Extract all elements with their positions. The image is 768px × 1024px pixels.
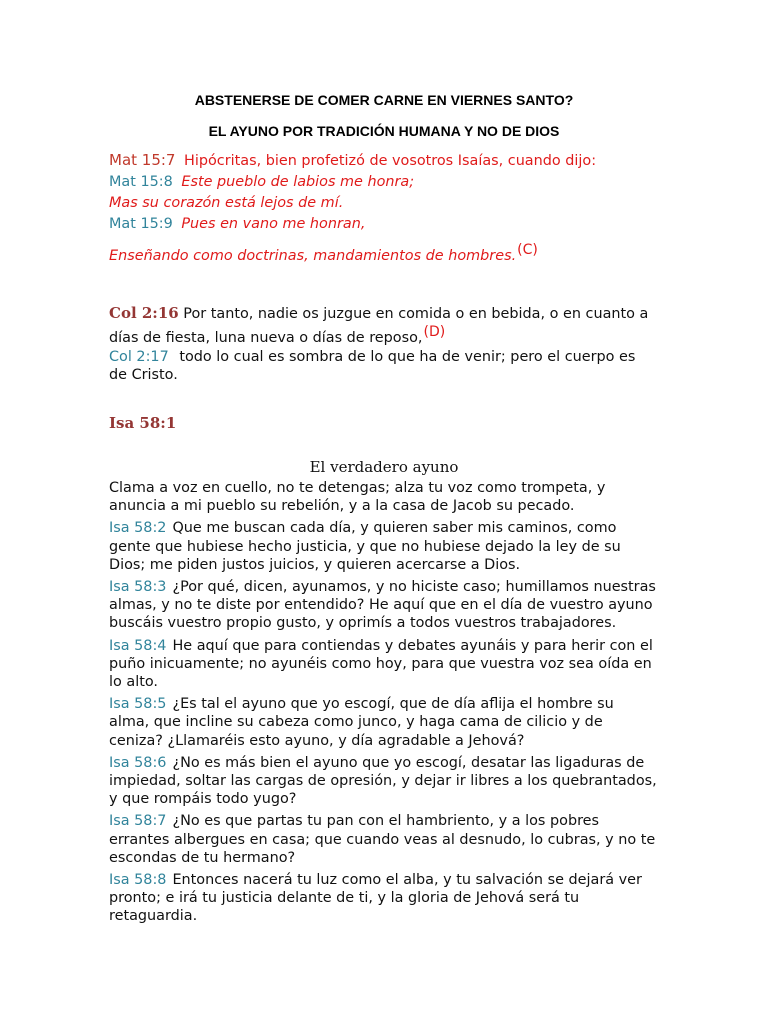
verse-mat-15-8 [109,173,414,191]
verse-text: ¿Por qué, dicen, ayunamos, y no hiciste caso; humillamos nuestras almas, y no te diste por entendido? He aquí que en el día de vuestro ayuno buscáis vuestro propio gusto, y oprimís a todos vuestros trabajadores. [109,579,656,632]
verse-text: Entonces nacerá tu luz como el alba, y tu salvación se dejará ver pronto; e irá tu justicia delante de ti, y la gloria de Jehová será tu retaguardia. [109,872,642,925]
document-title: ABSTENERSE DE COMER CARNE EN VIERNES SANTO? [194,92,574,108]
verse-isa-58-4 [109,637,657,692]
verse-mat-15-9 [109,215,365,233]
verse-text: todo lo cual es sombra de lo que ha de venir; pero el cuerpo es de Cristo. [109,349,636,384]
section-title: El verdadero ayuno [309,458,459,476]
verse-isa-58-3 [109,578,657,633]
verse-line-with-note [109,241,538,265]
verse-ref: Isa 58:3 [109,579,167,596]
verse-ref: Col 2:16 [109,304,179,322]
verse-ref: Mat 15:7 [109,151,176,169]
verse-text: ¿No es más bien el ayuno que yo escogí, desatar las ligaduras de impiedad, soltar las cargas de opresión, y dejar ir libres a los quebrantados, y que rompáis todo yugo? [109,754,657,808]
verse-text: Este pueblo de labios me honra; [181,174,415,190]
verse-text: Clama a voz en cuello, no te detengas; alza tu voz como trompeta, y anuncia a mi pueblo su rebelión, y a la casa de Jacob su pecado. [109,480,606,515]
verse-text: ¿Es tal el ayuno que yo escogí, que de día aflija el hombre su alma, que incline su cabeza como junco, y haga cama de cilicio y de ceniza? ¿Llamaréis esto ayuno, y día agradable a Jehová? [109,696,614,749]
verse-text: ¿No es que partas tu pan con el hambriento, y a los pobres errantes albergues en casa; que cuando veas al desnudo, lo cubras, y no te escondas de tu hermano? [109,813,656,866]
verse-mat-15-7 [109,151,596,170]
verse-line: Mas su corazón está lejos de mí. [109,195,344,211]
verse-text: Hipócritas, bien profetizó de vosotros Isaías, cuando dijo: [184,153,597,169]
verse-text: Que me buscan cada día, y quieren saber mis caminos, como gente que hubiese hecho justicia, y que no hubiese dejado la ley de su Dios; me piden justos juicios, y quieren acercarse a Dios. [109,520,621,573]
verse-ref: Isa 58:6 [109,754,167,771]
verse-isa-58-1 [109,479,657,515]
verse-col-2-16 [109,304,657,347]
verse-isa-58-8 [109,871,657,926]
verse-col-2-17 [109,348,657,384]
verse-isa-58-7 [109,812,657,867]
verse-ref: Mat 15:9 [109,216,173,232]
verse-text: He aquí que para contiendas y debates ayunáis y para herir con el puño inicuamente; no ayunéis como hoy, para que vuestra voz sea oída en lo alto. [109,637,653,691]
verse-ref: Isa 58:4 [109,637,167,654]
verse-text: Pues en vano me honran, [181,216,366,232]
verse-ref: Isa 58:7 [109,813,167,830]
verse-isa-58-6 [109,754,657,809]
verse-isa-58-2 [109,519,657,574]
document-subtitle: EL AYUNO POR TRADICIÓN HUMANA Y NO DE DIOS [208,123,560,139]
verse-isa-58-5 [109,695,657,750]
footnote-marker[interactable]: (C) [517,242,538,258]
verse-ref: Isa 58:8 [109,872,167,889]
section-ref-heading: Isa 58:1 [109,414,177,432]
isaiah-verses [109,479,657,930]
verse-text: Por tanto, nadie os juzgue en comida o en bebida, o en cuanto a días de fiesta, luna nueva o días de reposo, [109,306,649,347]
verse-text: Enseñando como doctrinas, mandamientos de hombres. [109,248,517,264]
verse-ref: Col 2:17 [109,349,169,365]
footnote-marker[interactable]: (D) [423,324,446,341]
verse-ref: Isa 58:5 [109,696,167,713]
verse-ref: Isa 58:2 [109,520,167,537]
verse-ref: Mat 15:8 [109,174,173,190]
